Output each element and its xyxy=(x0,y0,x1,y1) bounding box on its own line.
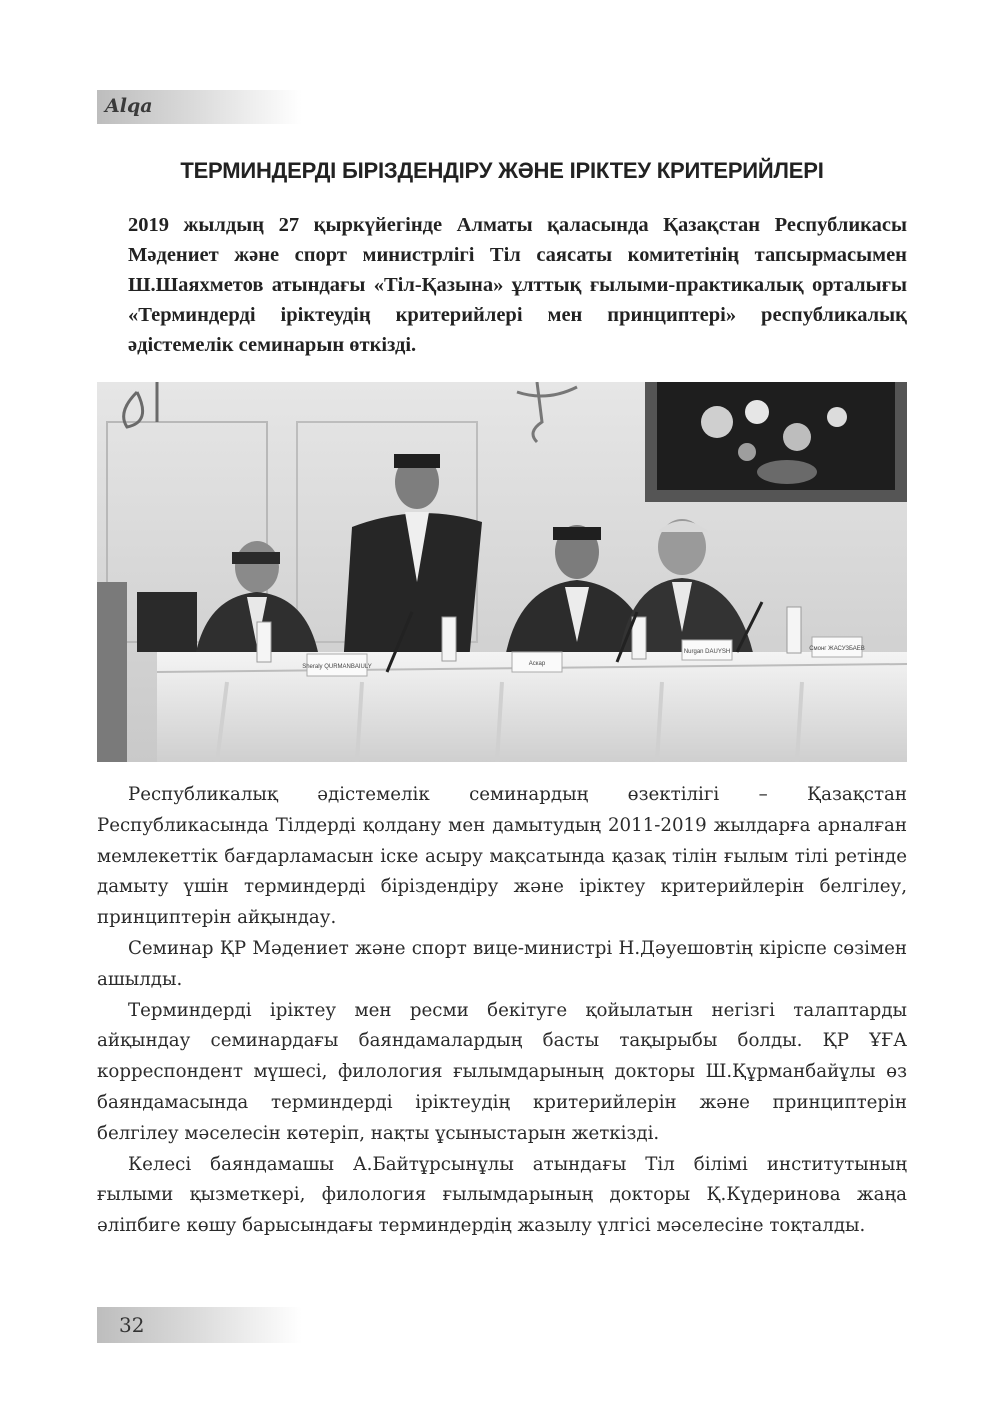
body-paragraph-1: Республикалық әдістемелік семинардың өзектілігі – Қазақстан Республикасында Тілдерді қолдану мен дамытудың 2011-2019 жылдарға арналған мемлекеттік бағдарламасын іске асыру мақсатында қазақ тілін ғылым тілі ретінде дамыту үшін терминдерді біріздендіру және іріктеу критерийлерін белгілеу, принциптерін айқындау. xyxy=(97,784,907,929)
body-paragraph-2: Семинар ҚР Мәдениет және спорт вице-министрі Н.Дәуешовтің кіріспе сөзімен ашылды. xyxy=(97,937,907,990)
lead-paragraph: 2019 жылдың 27 қыркүйегінде Алматы қаласында Қазақстан Республикасы Мәдениет және спорт министрлігі Тіл саясаты комитетінің тапсырмасымен Ш.Шаяхметов атындағы «Тіл-Қазына» ұлттық ғылыми-практикалық орталығы «Терминдерді іріктеудің критерийлері мен принциптері» республикалық әдістемелік семинарын өткізді. xyxy=(128,214,907,356)
nameplate-4-text: Смонг ЖАСУЗБАЕВ xyxy=(809,646,865,652)
nameplate-2-text: Аскар xyxy=(528,661,546,667)
nameplate-3 xyxy=(682,640,732,660)
article-lead xyxy=(128,210,907,360)
article-title: ТЕРМИНДЕРДІ БІРІЗДЕНДІРУ ЖӘНЕ ІРІКТЕУ КРИТЕРИЙЛЕРІ xyxy=(180,158,824,183)
page-number: 32 xyxy=(119,1313,145,1337)
seminar-photo-illustration xyxy=(97,382,907,762)
seminar-photo xyxy=(97,382,907,762)
nameplate-1 xyxy=(302,654,372,676)
framed-painting xyxy=(645,382,907,502)
section-label: Alqa xyxy=(105,95,153,117)
section-header-band xyxy=(97,90,302,124)
nameplate-3-text: Nurgan DAUYSH xyxy=(683,649,731,655)
body-paragraph-4: Келесі баяндамашы А.Байтұрсынұлы атындағы Тіл білімі институтының ғылыми қызметкері, филология ғылымдарының докторы Қ.Күдеринова жаңа әліпбиге көшу барысындағы терминдердің жазылу үлгісі мәселесіне тоқталды. xyxy=(97,1153,907,1237)
nameplate-2 xyxy=(512,652,562,672)
article-body xyxy=(97,780,907,1242)
nameplate-4 xyxy=(809,637,865,657)
page-footer-band xyxy=(97,1307,302,1343)
nameplate-1-text: Sheraly QURMANBAIULY xyxy=(302,664,372,670)
body-paragraph-3: Терминдерді іріктеу мен ресми бекітуге қойылатын негізгі талаптарды айқындау семинардағы баяндамалардың басты тақырыбы болды. ҚР ҰҒА корреспондент мүшесі, филология ғылымдарының докторы Ш.Құрманбайұлы өз баяндамасында терминдерді іріктеудің критерийлерін және принциптерін белгілеу мәселесін көтеріп, нақты ұсыныстарын жеткізді. xyxy=(97,999,907,1144)
